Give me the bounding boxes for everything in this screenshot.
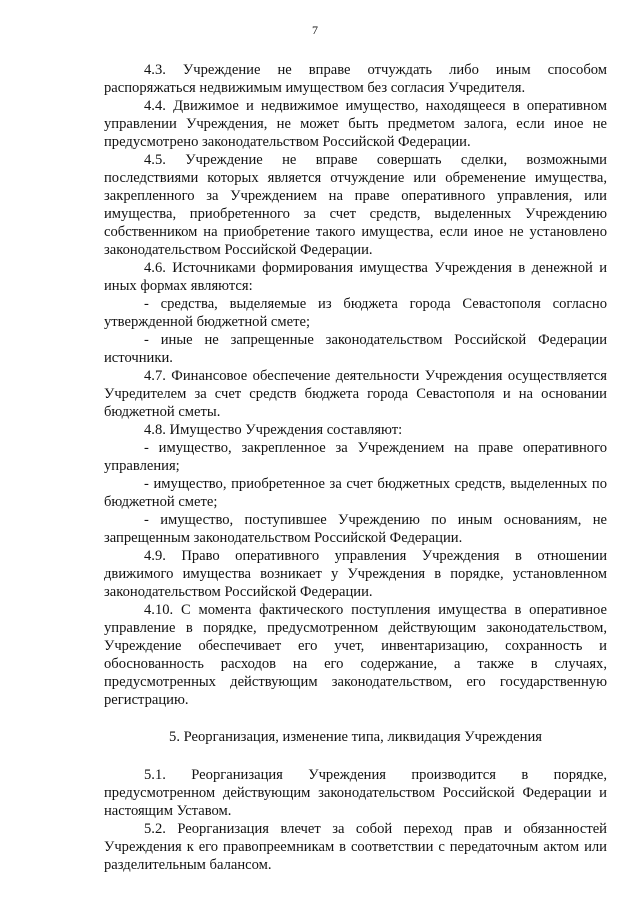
paragraph-4-7: 4.7. Финансовое обеспечение деятельности Учреждения осуществляется Учредителем за счет средств бюджета города Севастополя и на основании бюджетной сметы.: [104, 368, 607, 420]
section-heading: 5. Реорганизация, изменение типа, ликвидация Учреждения: [169, 729, 542, 745]
list-item-4-8-a: - имущество, закрепленное за Учреждением на праве оперативного управления;: [104, 440, 607, 474]
paragraph-4-9: 4.9. Право оперативного управления Учреждения в отношении движимого имущества возникает у Учреждения в порядке, установленном законодательством Российской Федерации.: [104, 548, 607, 600]
paragraph-4-8: 4.8. Имущество Учреждения составляют:: [144, 422, 403, 438]
page-number: 7: [312, 23, 318, 37]
list-item-4-6-b: - иные не запрещенные законодательством Российской Федерации источники.: [104, 332, 607, 366]
document-body: [104, 61, 607, 874]
paragraph-4-10: 4.10. С момента фактического поступления имущества в оперативное управление в порядке, предусмотренном действующим законодательством, Учреждение обеспечивает его учет, инвентаризацию, сохранность и обоснованность расходов на его содержание, а также в случаях, предусмотренных действующим законодательством, его государственную регистрацию.: [104, 602, 607, 708]
list-item-4-6-a: - средства, выделяемые из бюджета города Севастополя согласно утвержденной бюджетной смете;: [104, 296, 607, 330]
list-item-4-8-c: - имущество, поступившее Учреждению по иным основаниям, не запрещенным законодательством Российской Федерации.: [104, 512, 607, 546]
list-item-4-8-b: - имущество, приобретенное за счет бюджетных средств, выделенных по бюджетной смете;: [104, 476, 607, 510]
paragraph-4-4: 4.4. Движимое и недвижимое имущество, находящееся в оперативном управлении Учреждения, не может быть предметом залога, если иное не предусмотрено законодательством Российской Федерации.: [104, 98, 607, 150]
paragraph-5-2: 5.2. Реорганизация влечет за собой переход прав и обязанностей Учреждения к его правопреемникам в соответствии с передаточным актом или разделительным балансом.: [104, 821, 607, 873]
paragraph-4-5: 4.5. Учреждение не вправе совершать сделки, возможными последствиями которых является отчуждение или обременение имущества, закрепленного за Учреждением на праве оперативного управления, или имущества, приобретенного за счет средств, выделенных Учреждению собственником на приобретение такого имущества, если иное не установлено законодательством Российской Федерации.: [104, 152, 607, 258]
paragraph-5-1: 5.1. Реорганизация Учреждения производится в порядке, предусмотренном действующим законодательством Российской Федерации и настоящим Уставом.: [104, 767, 607, 819]
paragraph-4-6: 4.6. Источниками формирования имущества Учреждения в денежной и иных формах являются:: [104, 260, 607, 294]
paragraph-4-3: 4.3. Учреждение не вправе отчуждать либо иным способом распоряжаться недвижимым имуществом без согласия Учредителя.: [104, 62, 607, 96]
